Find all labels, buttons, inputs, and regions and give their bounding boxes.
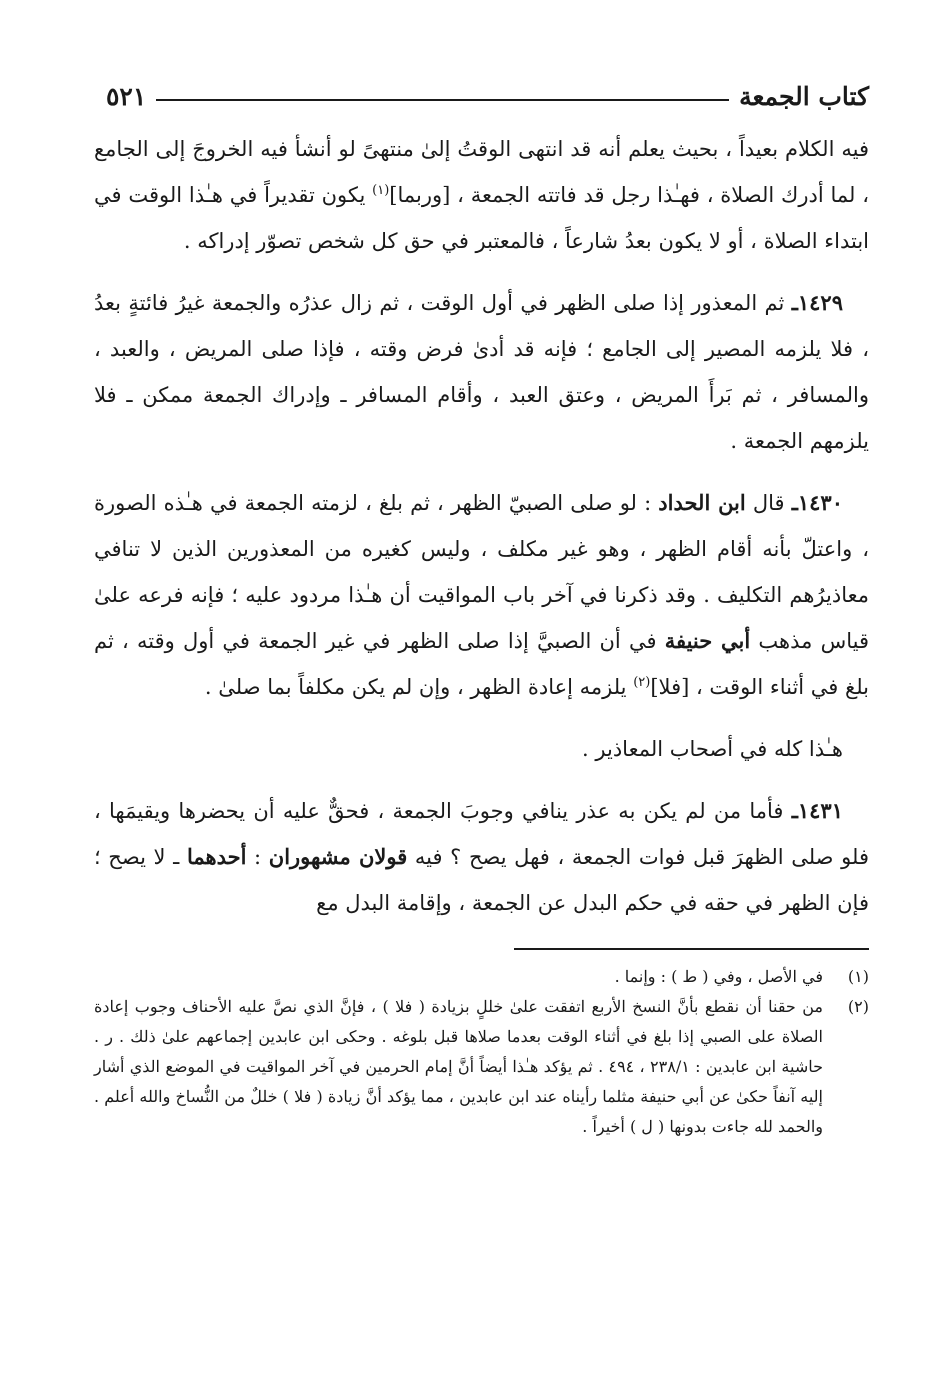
chapter-title: كتاب الجمعة	[739, 81, 869, 111]
footnote-text: في الأصل ، وفي ( ط ) : وإنما .	[614, 967, 823, 986]
paragraph-text: فيه الكلام بعيداً ، بحيث يعلم أنه قد انتهى الوقتُ إلىٰ منتهىً لو أنشأ فيه الخروجَ إلى الجامع ، لما أدرك الصلاة ، فهـٰذا رجل قد فاتته الجمعة ، [وربما]	[94, 137, 869, 207]
footnote-mark: (١)	[847, 967, 869, 986]
footnote-separator	[514, 948, 869, 950]
paragraph-text: في أن الصبيَّ إذا صلى الظهر في غير الجمعة في أول وقته ، ثم بلغ في أثناء الوقت ، [فلا]	[94, 629, 869, 699]
paragraph-text: يلزمه إعادة الظهر ، وإن لم يكن مكلفاً بما صلىٰ .	[204, 675, 634, 699]
page-number: ٥٢١	[106, 81, 147, 111]
paragraph-1430	[94, 480, 869, 710]
bold-term: قولان مشهوران	[268, 844, 408, 869]
paragraph-1431	[94, 788, 869, 926]
header-rule	[156, 99, 729, 101]
running-header	[94, 74, 869, 118]
bold-term: أحدهما	[186, 844, 247, 869]
main-text	[94, 126, 869, 926]
scholar-name: ابن الحداد	[658, 490, 746, 515]
footnote-text: من حقنا أن نقطع بأنَّ النسخ الأربع اتفقت علىٰ خللٍ بزيادة ( فلا ) ، فإنَّ الذي نصَّ عليه الأحناف وجوب إعادة الصلاة على الصبي إذا بلغ في أثناء الوقت بعدما صلاها قبل بلوغه . وحكى ابن عابدين إجماعهم علىٰ ذلك . ر . حاشية ابن عابدين : ٢٣٨/١ ، ٤٩٤ . ثم يؤكد هـٰذا أيضاً أنَّ إمام الحرمين في آخر المواقيت في الموضع الذي أشار إليه آنفاً حكىٰ عن أبي حنيفة مثلما رأيناه عند ابن عابدين ، مما يؤكد أنَّ زيادة ( فلا ) خللٌ من النُّساخ والله أعلم . والحمد لله جاءت بدونها ( ل ) أخيراً .	[94, 997, 824, 1136]
paragraph-text: ثم المعذور إذا صلى الظهر في أول الوقت ، ثم زال عذرُه والجمعة غيرُ فائتةٍ بعدُ ، فلا يلزمه المصير إلى الجامع ؛ فإنه قد أدىٰ فرض وقته ، فإذا صلى المريض ، والعبد ، والمسافر ، ثم بَرأَ المريض ، وعتق العبد ، وأقام المسافر ـ وإدراك الجمعة ممكن ـ فلا يلزمهم الجمعة .	[94, 291, 869, 453]
footnote-ref[interactable]: (١)	[372, 183, 390, 198]
paragraph-text: هـٰذا كله في أصحاب المعاذير .	[582, 737, 843, 761]
footnotes	[94, 962, 869, 1142]
paragraph-summary	[94, 726, 869, 772]
issue-number: ١٤٣١ـ	[791, 798, 843, 823]
footnote	[94, 962, 869, 992]
footnote-mark: (٢)	[847, 997, 869, 1016]
paragraph-text: :	[246, 845, 269, 869]
footnote	[94, 992, 869, 1142]
paragraph-continued	[94, 126, 869, 264]
paragraph-text: : لو صلى الصبيّ الظهر ، ثم بلغ ، لزمته الجمعة في هـٰذه الصورة ، واعتلّ بأنه أقام الظهر ، وهو غير مكلف ، وليس كغيره من المعذورين الذين لا تنافي معاذيرُهم التكليف . وقد ذكرنا في آخر باب المواقيت أن هـٰذا مردود عليه ؛ فإنه فرعه علىٰ قياس مذهب	[94, 491, 869, 653]
paragraph-text: فأما من لم يكن به عذر ينافي وجوبَ الجمعة ، فحقٌّ عليه أن يحضرها ويقيمَها ، فلو صلى الظهرَ قبل فوات الجمعة ، فهل يصح ؟ فيه	[94, 799, 869, 869]
issue-number: ١٤٢٩ـ	[791, 290, 843, 315]
book-page	[94, 74, 869, 1142]
paragraph-text: ـ لا يصح ؛ فإن الظهر في حقه في حكم البدل عن الجمعة ، وإقامة البدل مع	[94, 845, 869, 915]
scholar-name: أبي حنيفة	[664, 628, 751, 653]
paragraph-1429	[94, 280, 869, 464]
paragraph-text: قال	[745, 491, 792, 515]
issue-number: ١٤٣٠ـ	[791, 490, 843, 515]
footnote-ref[interactable]: (٢)	[633, 675, 651, 690]
paragraph-text: يكون تقديراً في هـٰذا الوقت في ابتداء الصلاة ، أو لا يكون بعدُ شارعاً ، فالمعتبر في حق كل شخص تصوّر إدراكه .	[94, 183, 869, 253]
